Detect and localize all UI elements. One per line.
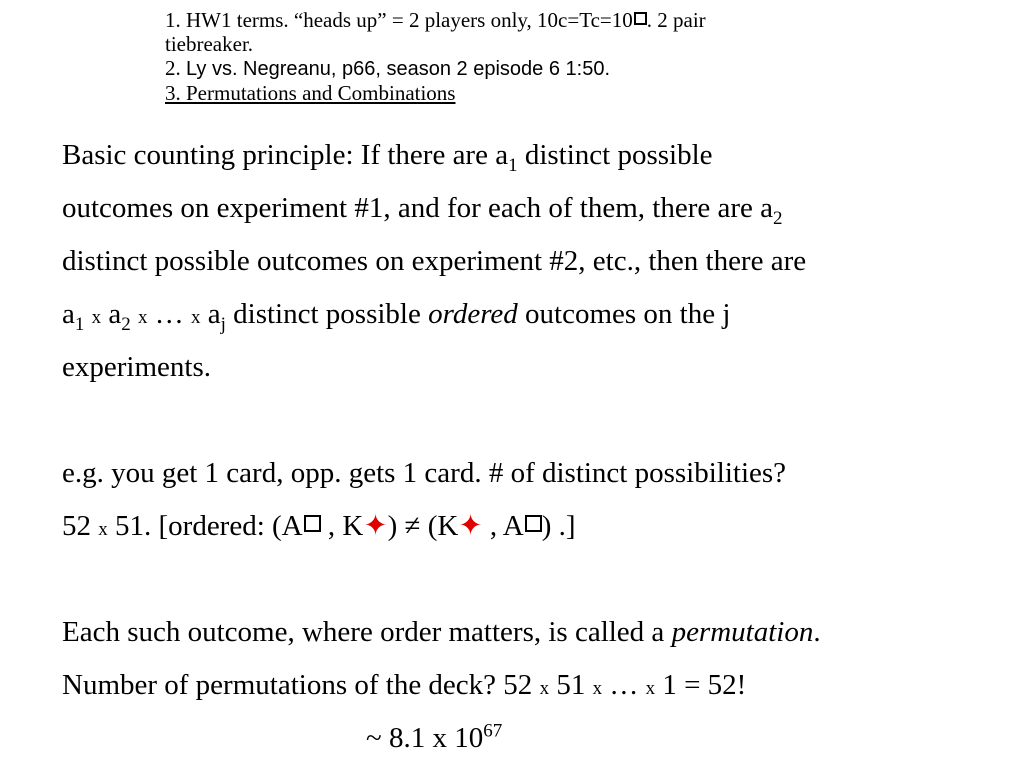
agenda-item-1-cont: tiebreaker. xyxy=(165,32,254,56)
example-question: e.g. you get 1 card, opp. gets 1 card. # of distinct possibilities? xyxy=(62,457,787,489)
agenda-item-1: 1. HW1 terms. “heads up” = 2 players only, 10c=Tc=10 . 2 pair xyxy=(165,8,706,32)
principle-line-2: outcomes on experiment #1, and for each of them, there are $a_2$ xyxy=(62,192,783,229)
heart-star-icon: ✦ xyxy=(363,510,388,542)
lecture-body xyxy=(62,135,1002,771)
spacer xyxy=(62,400,1002,453)
principle-line-4: $a_1$ x $a_2$ x … x $a_j$ distinct possible ordered outcomes on the j xyxy=(62,298,731,335)
permutation-definition: Each such outcome, where order matters, is called a permutation. xyxy=(62,616,821,648)
agenda-item-3-title: 3. Permutations and Combinations xyxy=(165,81,456,105)
deck-permutations-line: Number of permutations of the deck? 52 x 51 x … x 1 = 52! xyxy=(62,669,747,701)
example-answer: 52 x 51. [ordered: (A , K✦) ≠ (K✦ , A ) .] xyxy=(62,510,576,542)
principle-line-1: Basic counting principle: If there are $a_1$ distinct possible xyxy=(62,139,713,176)
agenda-notes xyxy=(165,8,905,105)
spacer xyxy=(62,559,1002,612)
heart-star-icon: ✦ xyxy=(458,510,483,542)
principle-line-3: distinct possible outcomes on experiment #2, etc., then there are xyxy=(62,245,807,277)
principle-line-5: experiments. xyxy=(62,351,211,383)
approximation-line: ~ 8.1 x $10^{67}$ xyxy=(366,720,503,754)
spade-suit-box-icon xyxy=(304,515,321,532)
agenda-item-2: 2. Ly vs. Negreanu, p66, season 2 episode 6 1:50. xyxy=(165,56,610,80)
spade-suit-box-icon xyxy=(525,515,542,532)
spade-suit-box-icon xyxy=(634,12,647,25)
